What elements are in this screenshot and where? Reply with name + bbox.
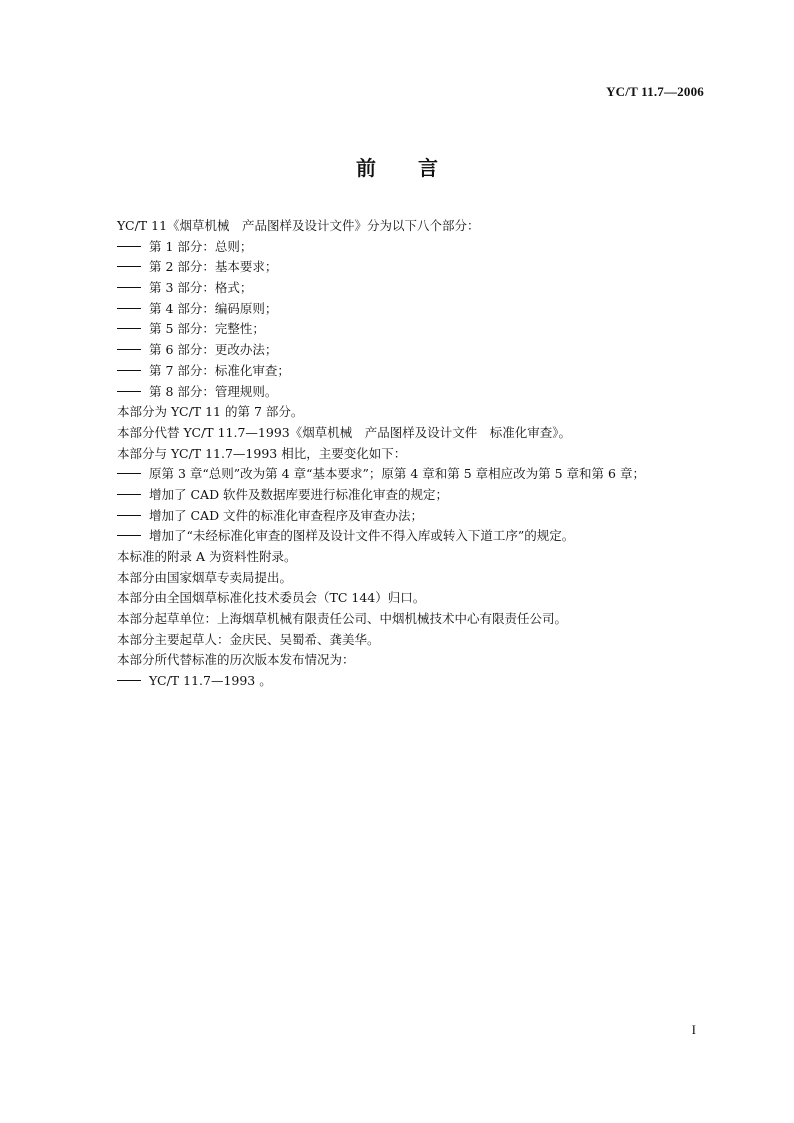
line-text: 第 3 部分：格式； <box>149 280 253 296</box>
dash-icon <box>117 515 141 516</box>
foreword-body <box>117 216 697 692</box>
line-text: YC/T 11.7—1993 。 <box>149 673 272 689</box>
line-text: 第 7 部分：标准化审查； <box>149 362 290 378</box>
list-item <box>117 671 697 692</box>
list-item <box>117 382 697 403</box>
line-text: 本部分与 YC/T 11.7—1993 相比，主要变化如下： <box>117 445 407 461</box>
line-text: 本部分主要起草人：金庆民、吴蜀希、龚美华。 <box>117 631 380 647</box>
list-item <box>117 547 697 568</box>
list-item <box>117 257 697 278</box>
page-number: I <box>691 1022 696 1037</box>
list-item <box>117 630 697 651</box>
dash-icon <box>117 473 141 474</box>
dash-icon <box>117 494 141 495</box>
dash-icon <box>117 246 141 247</box>
line-text: 增加了 CAD 文件的标准化审查程序及审查办法； <box>149 507 424 523</box>
dash-icon <box>117 680 141 681</box>
line-text: 第 6 部分：更改办法； <box>149 342 278 358</box>
line-text: 本部分起草单位：上海烟草机械有限责任公司、中烟机械技术中心有限责任公司。 <box>117 611 568 627</box>
line-text: 第 5 部分：完整性； <box>149 321 265 337</box>
list-item <box>117 216 697 237</box>
line-text: 增加了“未经标准化审查的图样及设计文件不得入库或转入下道工序”的规定。 <box>149 528 575 544</box>
line-text: 第 2 部分：基本要求； <box>149 259 278 275</box>
line-text: 第 8 部分：管理规则。 <box>149 383 278 399</box>
dash-icon <box>117 370 141 371</box>
list-item <box>117 650 697 671</box>
line-text: 本部分为 YC/T 11 的第 7 部分。 <box>117 404 304 420</box>
line-text: 本标准的附录 A 为资料性附录。 <box>117 549 297 564</box>
list-item <box>117 609 697 630</box>
line-text: YC/T 11《烟草机械 产品图样及设计文件》分为以下八个部分： <box>117 218 480 233</box>
list-item <box>117 464 697 485</box>
dash-icon <box>117 535 141 536</box>
list-item <box>117 237 697 258</box>
line-text: 增加了 CAD 软件及数据库要进行标准化审查的规定； <box>149 486 449 502</box>
list-item <box>117 568 697 589</box>
dash-icon <box>117 391 141 392</box>
dash-icon <box>117 287 141 288</box>
list-item <box>117 506 697 527</box>
list-item <box>117 361 697 382</box>
list-item <box>117 340 697 361</box>
list-item <box>117 278 697 299</box>
list-item <box>117 485 697 506</box>
list-item <box>117 423 697 444</box>
dash-icon <box>117 328 141 329</box>
line-text: 本部分所代替标准的历次版本发布情况为： <box>117 652 355 668</box>
list-item <box>117 526 697 547</box>
line-text: 本部分由国家烟草专卖局提出。 <box>117 569 293 585</box>
standard-code: YC/T 11.7—2006 <box>606 84 704 99</box>
page-title: 前言 <box>356 156 480 180</box>
line-text: 本部分由全国烟草标准化技术委员会（TC 144）归口。 <box>117 590 426 606</box>
list-item <box>117 299 697 320</box>
list-item <box>117 588 697 609</box>
dash-icon <box>117 266 141 267</box>
list-item <box>117 319 697 340</box>
line-text: 第 1 部分：总则； <box>149 238 253 254</box>
line-text: 原第 3 章“总则”改为第 4 章“基本要求”；原第 4 章和第 5 章相应改为第 5 章和第 6 章； <box>149 466 645 482</box>
dash-icon <box>117 308 141 309</box>
line-text: 第 4 部分：编码原则； <box>149 300 278 316</box>
list-item <box>117 444 697 465</box>
line-text: 本部分代替 YC/T 11.7—1993《烟草机械 产品图样及设计文件 标准化审查》。 <box>117 424 571 440</box>
dash-icon <box>117 349 141 350</box>
list-item <box>117 402 697 423</box>
